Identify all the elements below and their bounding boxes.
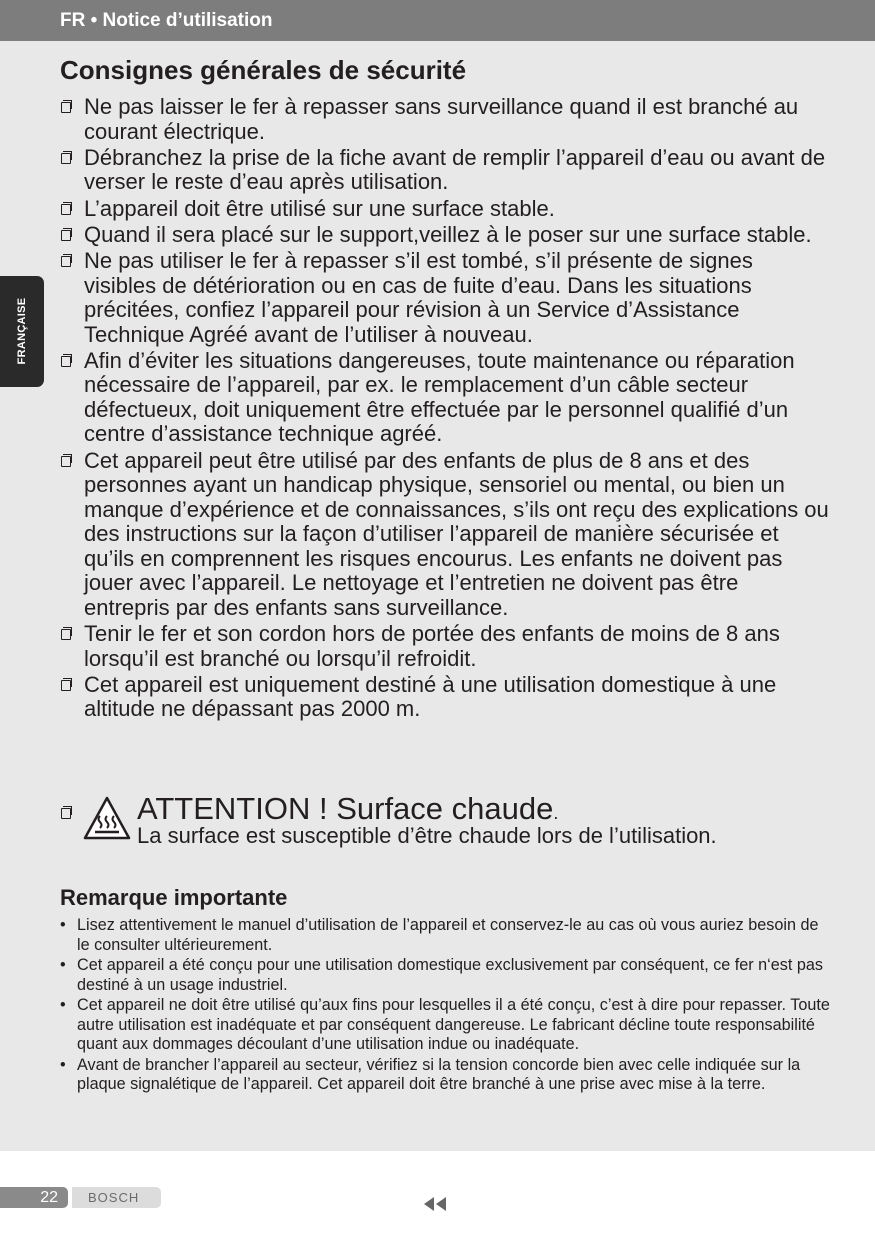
remark-item-text: Cet appareil a été conçu pour une utilisation domestique exclusivement par conséquent, ce fer n‘est pas destiné à un usage industriel. [77,956,823,994]
safety-item [60,449,830,621]
page-number-tab [0,1187,68,1208]
safety-item-text: Ne pas utiliser le fer à repasser s’il est tombé, s’il présente de signes visibles de détérioration ou en cas de fuite d’eau. Dans les situations précitées, confiez l’appareil pour révision à un Service d’Assistance Technique Agréé avant de l’utiliser à nouveau. [84,248,753,347]
safety-item [60,349,830,447]
safety-item [60,197,830,222]
checkbox-icon [61,356,71,367]
remark-item-text: Avant de brancher l’appareil au secteur, vérifiez si la tension concorde bien avec celle indiquée sur la plaque signalétique de l’appareil. Cet appareil doit être branché à une prise avec mise à la terre. [77,1055,801,1093]
safety-item-text: L’appareil doit être utilisé sur une surface stable. [84,195,555,221]
safety-item-text: Cet appareil est uniquement destiné à une utilisation domestique à une altitude ne dépassant pas 2000 m. [84,671,777,722]
remark-item [60,1056,830,1095]
bullet: • [60,996,66,1014]
safety-item [60,622,830,671]
remarks-title: Remarque importante [60,885,288,910]
safety-item-text: Ne pas laisser le fer à repasser sans surveillance quand il est branché au courant électrique. [84,94,799,144]
safety-list [60,95,830,724]
remark-item [60,956,830,995]
bullet: • [60,956,66,974]
remark-item [60,916,830,955]
remark-item [60,996,830,1055]
safety-item-text: Afin d’éviter les situations dangereuses, toute maintenance ou réparation nécessaire de l’appareil, par ex. le remplacement d’un câble secteur défectueux, doit uniquement être effectuée par le personnel qualifié d’un centre d’assistance technique agréé. [84,347,795,447]
checkbox-icon [61,204,71,215]
checkbox-icon [61,102,71,113]
header-text: FR • Notice d’utilisation [60,10,273,31]
brand-tab [72,1187,161,1208]
attention-title-text: ATTENTION ! Surface chaude [137,791,554,826]
checkbox-icon [61,256,71,267]
remarks-list [60,916,830,1096]
checkbox-icon [61,456,71,467]
double-left-arrow-icon[interactable] [422,1196,450,1212]
language-tab-label: FRANÇAISE [16,297,28,365]
checkbox-icon [61,153,71,164]
checkbox-icon [61,629,71,640]
brand-name: BOSCH [88,1190,140,1205]
checkbox-icon [61,680,71,691]
attention-block [60,792,840,852]
page-header [0,0,875,41]
safety-item-text: Tenir le fer et son cordon hors de portée des enfants de moins de 8 ans lorsqu’il est branché ou lorsqu’il refroidit. [84,621,780,671]
safety-item [60,223,830,248]
bullet: • [60,1055,66,1074]
page-number: 22 [40,1189,58,1206]
hot-surface-warning-icon [82,795,132,841]
language-side-tab [0,276,44,387]
safety-title: Consignes générales de sécurité [60,55,467,85]
safety-item [60,249,830,347]
checkbox-icon [61,808,71,819]
safety-item [60,95,830,144]
bullet: • [60,916,66,934]
remark-item-text: Lisez attentivement le manuel d’utilisation de l’appareil et conservez-le au cas où vous auriez besoin de le consulter ultérieurement. [77,916,819,954]
checkbox-icon [61,230,71,241]
remark-item-text: Cet appareil ne doit être utilisé qu’aux fins pour lesquelles il a été conçu, c’est à dire pour repasser. Toute autre utilisation est inadéquate et par conséquent dangereuse. Le fabricant décline toute responsabilité quant aux dommages découlant d’une utilisation indue ou inadéquate. [77,996,830,1053]
safety-item-text: Cet appareil peut être utilisé par des enfants de plus de 8 ans et des personnes ayant un handicap physique, sensoriel ou mental, ou bien un manque d’expérience et de connaissances, s’ils ont reçu des explications ou des instructions sur la façon d’utiliser l’appareil de manière sécurisée et qu’ils en comprennent les risques encourus. Les enfants ne doivent pas jouer avec l’appareil. Le nettoyage et l’entretien ne doivent pas être entrepris par des enfants sans surveillance. [84,447,829,620]
attention-text: La surface est susceptible d’être chaude lors de l’utilisation. [137,823,717,848]
safety-item [60,146,830,195]
safety-item [60,673,830,722]
safety-item-text: Quand il sera placé sur le support,veillez à le poser sur une surface stable. [84,221,812,247]
safety-item-text: Débranchez la prise de la fiche avant de remplir l’appareil d’eau ou avant de verser le reste d’eau après utilisation. [84,144,826,195]
attention-title-period: . [553,803,559,823]
